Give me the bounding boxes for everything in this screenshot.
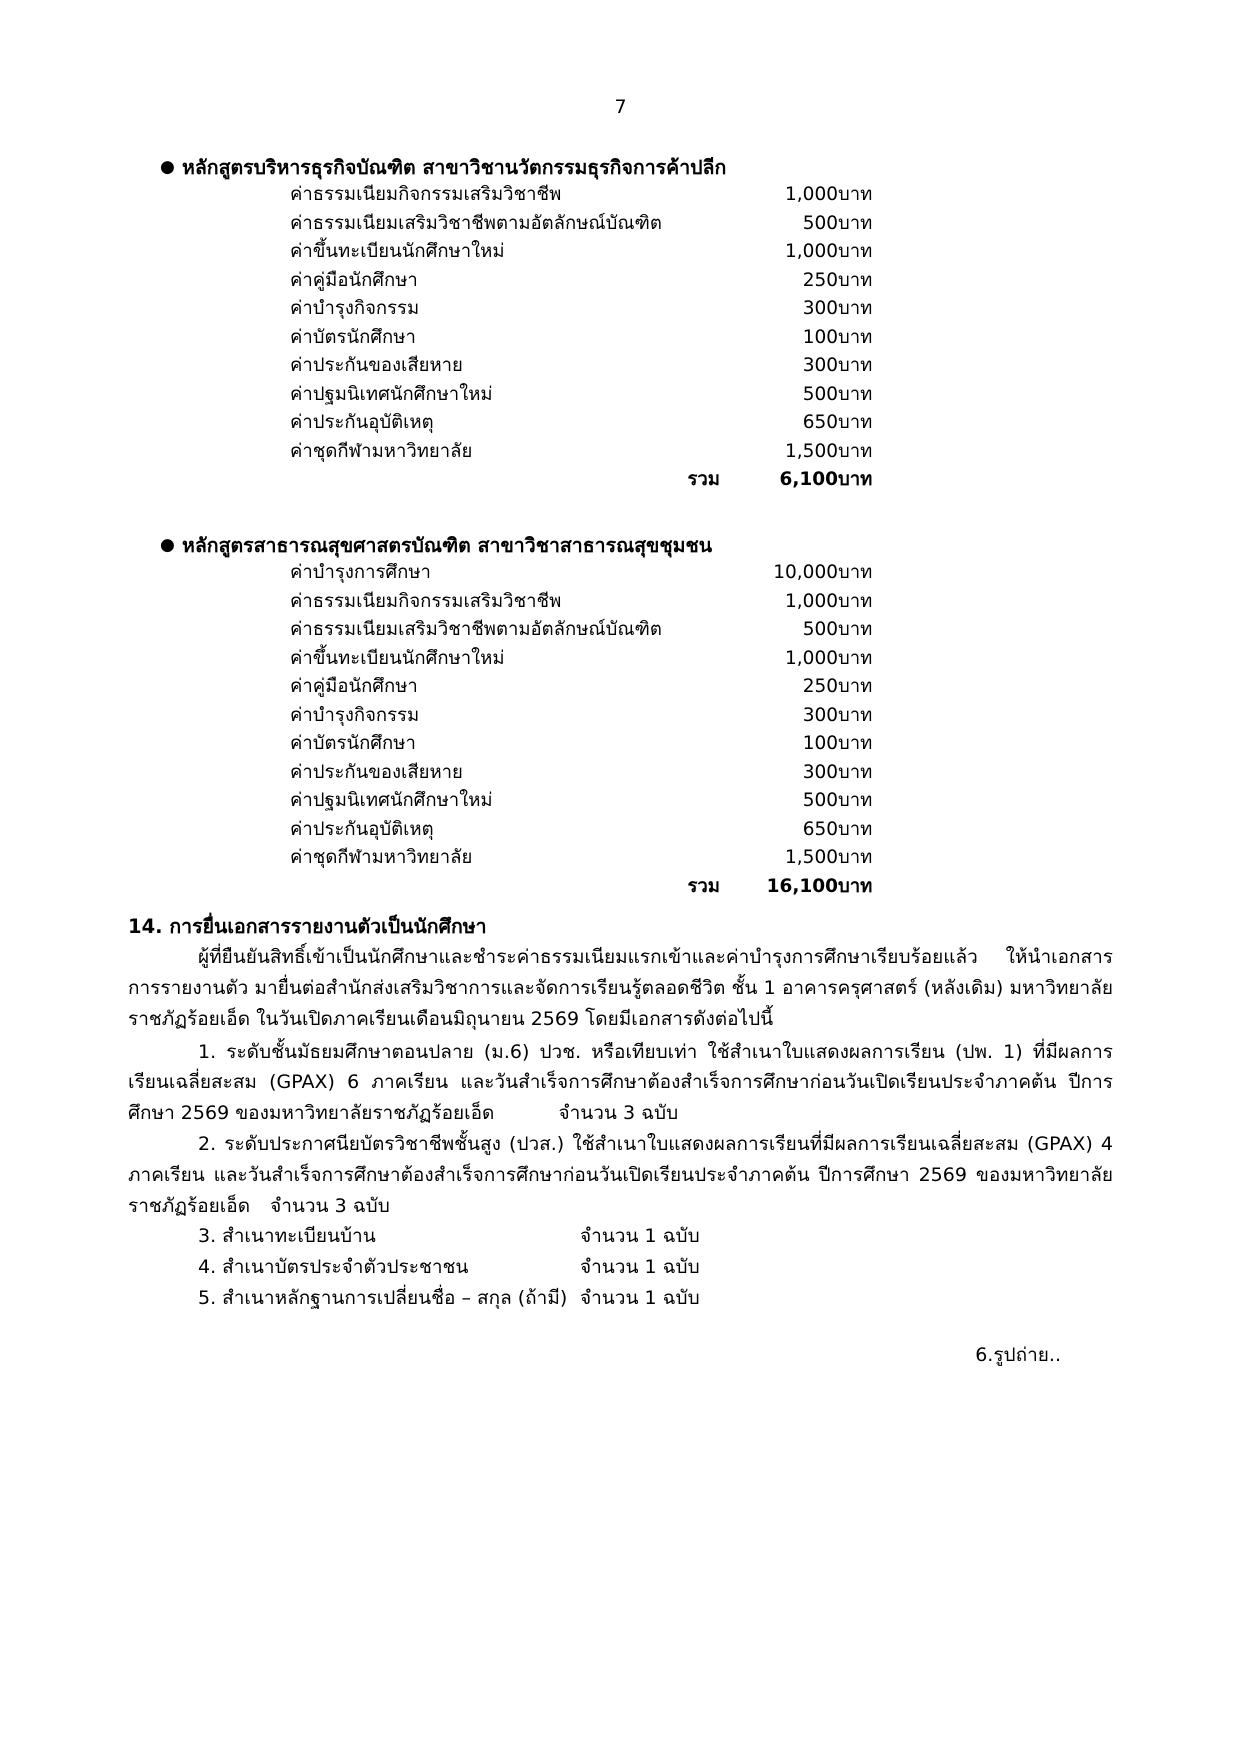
fee-unit: บาท	[838, 326, 873, 348]
fee-label: ค่าชุดกีฬามหาวิทยาลัย	[290, 847, 473, 869]
fee-amount: 1,000	[785, 647, 838, 669]
total-unit: บาท	[838, 875, 873, 897]
fee-unit: บาท	[838, 619, 873, 641]
total-label: รวม	[687, 469, 720, 491]
list-item-text: 3. สำเนาทะเบียนบ้าน	[198, 1225, 376, 1248]
list-item-text: 4. สำเนาบัตรประจำตัวประชาชน	[198, 1256, 469, 1279]
table-row	[290, 381, 898, 410]
fee-amount: 100	[802, 733, 838, 755]
program-title: หลักสูตรบริหารธุรกิจบัณฑิต สาขาวิชานวัตกรรมธุรกิจการค้าปลีก	[182, 156, 727, 179]
fee-label: ค่าขึ้นทะเบียนนักศึกษาใหม่	[290, 647, 505, 669]
fee-amount: 1,500	[785, 847, 838, 869]
fee-unit: บาท	[838, 269, 873, 291]
fee-label: ค่าประกันอุบัติเหตุ	[290, 412, 434, 434]
list-item	[128, 1221, 1113, 1252]
fee-unit: บาท	[838, 212, 873, 234]
list-item-quantity: จำนวน 3 ฉบับ	[270, 1194, 390, 1217]
list-item-text: 2. ระดับประกาศนียบัตรวิชาชีพชั้นสูง (ปวส.) ใช้สำเนาใบแสดงผลการเรียนที่มีผลการเรียนเฉลี่ยสะสม (GPAX) 4 ภาคเรียน และวันสำเร็จการศึกษาต้องสำเร็จการศึกษาก่อนวันเปิดเรียนประจำภาคต้น ปีการศึกษา 2569 ของมหาวิทยาลัยราชภัฏร้อยเอ็ด	[128, 1133, 1113, 1217]
fee-unit: บาท	[838, 355, 873, 377]
program-block	[128, 155, 1113, 495]
fee-label: ค่าขึ้นทะเบียนนักศึกษาใหม่	[290, 241, 505, 263]
table-row	[290, 645, 898, 674]
fee-amount: 1,000	[785, 241, 838, 263]
table-total-row	[290, 873, 898, 902]
fee-label: ค่าธรรมเนียมกิจกรรมเสริมวิชาชีพ	[290, 184, 562, 206]
list-item	[128, 1037, 1113, 1129]
fee-unit: บาท	[838, 676, 873, 698]
fee-label: ค่าบำรุงกิจกรรม	[290, 704, 420, 726]
bullet-icon: ●	[160, 534, 175, 555]
program-block	[128, 533, 1113, 901]
table-row	[290, 267, 898, 296]
table-row	[290, 295, 898, 324]
fee-label: ค่าธรรมเนียมเสริมวิชาชีพตามอัตลักษณ์บัณฑิต	[290, 619, 662, 641]
table-row	[290, 730, 898, 759]
table-row	[290, 181, 898, 210]
fee-amount: 1,500	[785, 440, 838, 462]
fee-unit: บาท	[838, 818, 873, 840]
section-intro-paragraph: ผู้ที่ยืนยันสิทธิ์เข้าเป็นนักศึกษาและชำระค่าธรรมเนียมแรกเข้าและค่าบำรุงการศึกษาเรียบร้อยแล้ว ให้นำเอกสารการรายงานตัว มายื่นต่อสำนักส่งเสริมวิชาการและจัดการเรียนรู้ตลอดชีวิต ชั้น 1 อาคารครุศาสตร์ (หลังเดิม) มหาวิทยาลัยราชภัฏร้อยเอ็ด ในวันเปิดภาคเรียนเดือนมิถุนายน 2569 โดยมีเอกสารดังต่อไปนี้	[128, 946, 1113, 1030]
fee-amount: 10,000	[773, 562, 838, 584]
fee-label: ค่าบำรุงกิจกรรม	[290, 298, 420, 320]
list-item-quantity: จำนวน 1 ฉบับ	[580, 1286, 700, 1309]
table-row	[290, 210, 898, 239]
fee-amount: 500	[802, 790, 838, 812]
page-content	[0, 155, 1241, 1370]
fee-unit: บาท	[838, 241, 873, 263]
table-row	[290, 409, 898, 438]
fee-amount: 300	[802, 761, 838, 783]
fee-amount: 500	[802, 383, 838, 405]
fee-label: ค่าคู่มือนักศึกษา	[290, 676, 418, 698]
total-amount: 6,100	[779, 469, 838, 491]
fee-amount: 250	[802, 676, 838, 698]
fee-label: ค่าบำรุงการศึกษา	[290, 562, 431, 584]
fee-unit: บาท	[838, 733, 873, 755]
table-row	[290, 559, 898, 588]
fee-unit: บาท	[838, 412, 873, 434]
list-item-text: 1. ระดับชั้นมัธยมศึกษาตอนปลาย (ม.6) ปวช. หรือเทียบเท่า ใช้สำเนาใบแสดงผลการเรียน (ปพ. 1) ที่มีผลการเรียนเฉลี่ยสะสม (GPAX) 6 ภาคเรียน และวันสำเร็จการศึกษาต้องสำเร็จการศึกษาก่อนวันเปิดเรียนประจำภาคต้น ปีการศึกษา 2569 ของมหาวิทยาลัยราชภัฏร้อยเอ็ด	[128, 1040, 1113, 1125]
program-heading	[128, 533, 1113, 559]
table-row	[290, 702, 898, 731]
fee-amount: 300	[802, 298, 838, 320]
table-row	[290, 673, 898, 702]
fee-amount: 650	[802, 818, 838, 840]
fee-label: ค่าปฐมนิเทศนักศึกษาใหม่	[290, 790, 493, 812]
list-item	[128, 1252, 1113, 1283]
table-row	[290, 844, 898, 873]
program-title: หลักสูตรสาธารณสุขศาสตรบัณฑิต สาขาวิชาสาธารณสุขชุมชน	[182, 533, 713, 557]
program-heading	[128, 155, 1113, 181]
fee-label: ค่าธรรมเนียมกิจกรรมเสริมวิชาชีพ	[290, 590, 562, 612]
document-list	[128, 1037, 1113, 1314]
table-row	[290, 759, 898, 788]
table-row	[290, 787, 898, 816]
list-item-text: 5. สำเนาหลักฐานการเปลี่ยนชื่อ – สกุล (ถ้ามี)	[198, 1286, 568, 1309]
page-footer-note: 6.รูปถ่าย..	[975, 1343, 1061, 1366]
list-item	[128, 1129, 1113, 1221]
fee-amount: 1,000	[785, 184, 838, 206]
total-amount: 16,100	[766, 875, 838, 897]
fee-amount: 100	[802, 326, 838, 348]
table-row	[290, 324, 898, 353]
fee-label: ค่าประกันของเสียหาย	[290, 355, 463, 377]
fee-unit: บาท	[838, 704, 873, 726]
table-row	[290, 816, 898, 845]
section-heading-14: 14. การยื่นเอกสารรายงานตัวเป็นนักศึกษา	[128, 915, 487, 939]
table-row	[290, 588, 898, 617]
table-row	[290, 238, 898, 267]
fee-amount: 500	[802, 619, 838, 641]
fee-table	[290, 181, 898, 495]
list-item-quantity: จำนวน 3 ฉบับ	[558, 1102, 679, 1125]
fee-label: ค่าบัตรนักศึกษา	[290, 326, 416, 348]
fee-label: ค่าบัตรนักศึกษา	[290, 733, 416, 755]
fee-label: ค่าประกันของเสียหาย	[290, 761, 463, 783]
table-row	[290, 352, 898, 381]
fee-amount: 300	[802, 355, 838, 377]
fee-amount: 500	[802, 212, 838, 234]
fee-label: ค่าธรรมเนียมเสริมวิชาชีพตามอัตลักษณ์บัณฑิต	[290, 212, 662, 234]
table-total-row	[290, 466, 898, 495]
fee-unit: บาท	[838, 184, 873, 206]
fee-unit: บาท	[838, 590, 873, 612]
list-item-quantity: จำนวน 1 ฉบับ	[580, 1256, 700, 1279]
fee-unit: บาท	[838, 383, 873, 405]
fee-label: ค่าปฐมนิเทศนักศึกษาใหม่	[290, 383, 493, 405]
fee-label: ค่าคู่มือนักศึกษา	[290, 269, 418, 291]
fee-unit: บาท	[838, 761, 873, 783]
total-label: รวม	[687, 875, 720, 897]
list-item	[128, 1283, 1113, 1314]
fee-unit: บาท	[838, 298, 873, 320]
fee-label: ค่าชุดกีฬามหาวิทยาลัย	[290, 440, 473, 462]
page-number: 7	[614, 96, 627, 118]
table-row	[290, 616, 898, 645]
total-unit: บาท	[838, 469, 873, 491]
list-item-quantity: จำนวน 1 ฉบับ	[580, 1225, 700, 1248]
fee-label: ค่าประกันอุบัติเหตุ	[290, 818, 434, 840]
fee-amount: 1,000	[785, 590, 838, 612]
bullet-icon: ●	[160, 157, 175, 177]
table-row	[290, 438, 898, 467]
fee-amount: 300	[802, 704, 838, 726]
fee-amount: 250	[802, 269, 838, 291]
fee-unit: บาท	[838, 562, 873, 584]
fee-unit: บาท	[838, 647, 873, 669]
fee-amount: 650	[802, 412, 838, 434]
fee-table	[290, 559, 898, 901]
fee-unit: บาท	[838, 440, 873, 462]
fee-unit: บาท	[838, 847, 873, 869]
fee-unit: บาท	[838, 790, 873, 812]
